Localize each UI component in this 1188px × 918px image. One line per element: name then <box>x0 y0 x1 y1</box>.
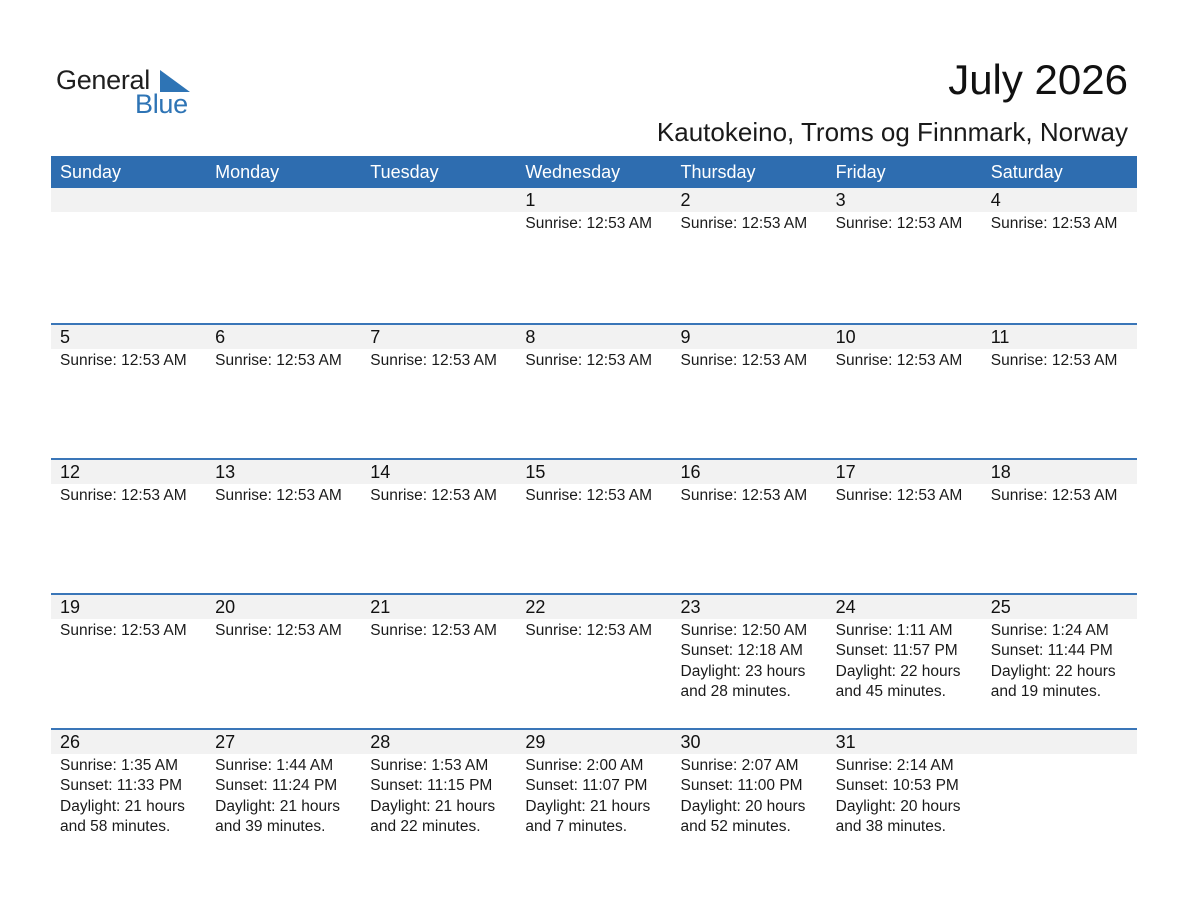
sun-info-line: Daylight: 20 hours <box>835 797 961 815</box>
logo-text-general: General <box>56 65 150 95</box>
week-row <box>51 188 1137 323</box>
sun-info <box>516 619 671 641</box>
sun-info-line: Sunrise: 12:53 AM <box>680 215 808 232</box>
sun-info-line: Sunrise: 12:53 AM <box>835 487 963 504</box>
week-row <box>51 728 1137 863</box>
day-number: 9 <box>680 327 691 347</box>
day-cell-19 <box>51 595 206 728</box>
sun-info <box>361 619 516 641</box>
day-cell-3 <box>827 188 982 323</box>
sun-info <box>982 212 1137 234</box>
sun-info-line: Sunset: 11:07 PM <box>525 777 648 795</box>
day-number-band <box>51 460 206 484</box>
day-number-band <box>827 460 982 484</box>
day-cell-24 <box>827 595 982 728</box>
day-number: 27 <box>215 732 236 752</box>
weekday-header <box>51 156 1137 188</box>
day-number: 4 <box>990 190 1001 210</box>
sun-info-line: Sunrise: 12:53 AM <box>525 352 653 369</box>
day-number-band <box>982 188 1137 212</box>
sun-info-line: Sunrise: 1:24 AM <box>990 622 1109 639</box>
sun-info <box>51 754 206 837</box>
sun-info-line: Daylight: 21 hours <box>215 797 341 815</box>
sun-info-line: and 52 minutes. <box>680 817 791 835</box>
sun-info <box>361 754 516 837</box>
sun-info <box>206 349 361 371</box>
sun-info <box>827 212 982 234</box>
sun-info-line: Sunset: 11:24 PM <box>215 777 338 795</box>
day-number-band <box>516 460 671 484</box>
day-number-band <box>672 325 827 349</box>
logo-text-blue: Blue <box>135 89 188 119</box>
weekday-thursday: Thursday <box>680 162 756 182</box>
sun-info <box>206 754 361 837</box>
day-number-band <box>516 730 671 754</box>
day-cell-27 <box>206 730 361 863</box>
day-cell-18 <box>982 460 1137 593</box>
day-number-band <box>361 188 516 212</box>
day-number-band <box>672 730 827 754</box>
sun-info-line: Sunrise: 12:53 AM <box>525 487 653 504</box>
sun-info-line: Sunrise: 12:53 AM <box>370 487 497 504</box>
sun-info <box>672 619 827 702</box>
sun-info-line: Sunrise: 12:53 AM <box>60 487 187 504</box>
sun-info <box>206 619 361 641</box>
sun-info-line: Daylight: 20 hours <box>680 797 806 815</box>
day-cell-23 <box>672 595 827 728</box>
day-number: 7 <box>370 327 381 347</box>
sun-info-line: Sunrise: 12:53 AM <box>60 352 187 369</box>
sun-info <box>982 484 1137 506</box>
generalblue-logo <box>56 64 206 120</box>
day-number-band <box>206 188 361 212</box>
sun-info <box>206 484 361 506</box>
day-number: 30 <box>680 732 701 752</box>
weekday-monday: Monday <box>215 162 280 182</box>
day-cell-29 <box>516 730 671 863</box>
sun-info <box>51 619 206 641</box>
day-cell-20 <box>206 595 361 728</box>
day-number: 28 <box>370 732 391 752</box>
day-number: 15 <box>525 462 546 482</box>
sun-info <box>982 349 1137 371</box>
day-number-band <box>51 188 206 212</box>
day-cell-13 <box>206 460 361 593</box>
day-number-band <box>672 595 827 619</box>
day-number-band <box>51 730 206 754</box>
sun-info <box>827 484 982 506</box>
sun-info-line: Sunrise: 12:53 AM <box>215 487 342 504</box>
sun-info <box>516 349 671 371</box>
sun-info <box>51 349 206 371</box>
sun-info <box>516 754 671 837</box>
sun-info <box>827 349 982 371</box>
day-number: 18 <box>990 462 1011 482</box>
sun-info <box>672 754 827 837</box>
day-number: 16 <box>680 462 701 482</box>
sun-info-line: Sunrise: 1:53 AM <box>370 757 489 774</box>
day-number-band <box>206 595 361 619</box>
sun-info-line: Sunrise: 12:53 AM <box>680 487 808 504</box>
sun-info <box>672 484 827 506</box>
sun-info-line: and 28 minutes. <box>680 682 791 700</box>
sun-info-line: and 58 minutes. <box>60 817 171 835</box>
day-cell-28 <box>361 730 516 863</box>
empty-day-cell <box>206 188 361 323</box>
sun-info-line: Daylight: 21 hours <box>525 797 651 815</box>
sun-info-line: Sunrise: 12:53 AM <box>370 352 497 369</box>
sun-info-line: Sunset: 11:00 PM <box>680 777 803 795</box>
weekday-tuesday: Tuesday <box>370 162 439 182</box>
day-number-band <box>827 595 982 619</box>
empty-day-cell <box>982 730 1137 863</box>
day-cell-2 <box>672 188 827 323</box>
day-cell-7 <box>361 325 516 458</box>
sun-info-line: Sunrise: 12:53 AM <box>525 622 653 639</box>
sun-info-line: and 19 minutes. <box>990 682 1102 700</box>
calendar <box>51 156 1137 863</box>
day-number-band <box>982 325 1137 349</box>
day-number: 20 <box>215 597 236 617</box>
sun-info-line: Sunrise: 12:53 AM <box>990 352 1118 369</box>
week-row <box>51 323 1137 458</box>
day-number: 11 <box>990 327 1010 347</box>
sun-info-line: Sunset: 11:57 PM <box>835 642 958 660</box>
day-number-band <box>827 325 982 349</box>
day-number: 6 <box>215 327 226 347</box>
day-number-band <box>206 460 361 484</box>
sun-info <box>827 619 982 702</box>
day-number: 10 <box>835 327 856 347</box>
day-number: 29 <box>525 732 546 752</box>
sun-info <box>982 754 1137 756</box>
sun-info-line: Sunrise: 12:53 AM <box>835 215 963 232</box>
sun-info <box>516 484 671 506</box>
sun-info-line: Daylight: 21 hours <box>60 797 185 815</box>
day-cell-21 <box>361 595 516 728</box>
sun-info-line: Sunset: 12:18 AM <box>680 642 803 660</box>
sun-info-line: Sunset: 11:15 PM <box>370 777 493 795</box>
sun-info-line: and 22 minutes. <box>370 817 481 835</box>
day-cell-12 <box>51 460 206 593</box>
sun-info-line: Sunrise: 12:53 AM <box>215 352 342 369</box>
sun-info <box>361 212 516 214</box>
day-number-band <box>827 730 982 754</box>
week-row <box>51 458 1137 593</box>
day-number: 3 <box>835 190 846 210</box>
day-cell-26 <box>51 730 206 863</box>
day-number: 14 <box>370 462 391 482</box>
day-number-band <box>516 325 671 349</box>
day-cell-14 <box>361 460 516 593</box>
day-number-band <box>361 595 516 619</box>
location-subtitle: Kautokeino, Troms og Finnmark, Norway <box>656 117 1128 147</box>
day-number-band <box>827 188 982 212</box>
day-number: 12 <box>60 462 81 482</box>
day-cell-4 <box>982 188 1137 323</box>
sun-info-line: and 38 minutes. <box>835 817 946 835</box>
day-number-band <box>206 730 361 754</box>
day-number: 31 <box>835 732 856 752</box>
day-cell-1 <box>516 188 671 323</box>
day-number-band <box>361 730 516 754</box>
sun-info-line: Sunset: 10:53 PM <box>835 777 959 795</box>
sun-info-line: and 39 minutes. <box>215 817 326 835</box>
sun-info <box>51 212 206 214</box>
sun-info <box>361 349 516 371</box>
sun-info <box>206 212 361 214</box>
sun-info-line: Daylight: 21 hours <box>370 797 496 815</box>
day-cell-8 <box>516 325 671 458</box>
sun-info-line: Sunrise: 12:53 AM <box>60 622 187 639</box>
day-cell-25 <box>982 595 1137 728</box>
empty-day-cell <box>51 188 206 323</box>
day-number: 13 <box>215 462 236 482</box>
day-number: 19 <box>60 597 81 617</box>
sun-info-line: Sunrise: 12:50 AM <box>680 622 808 639</box>
sun-info <box>516 212 671 234</box>
day-number-band <box>982 730 1137 754</box>
sun-info-line: Sunrise: 2:07 AM <box>680 757 799 774</box>
day-number-band <box>51 325 206 349</box>
day-number: 26 <box>60 732 81 752</box>
day-cell-30 <box>672 730 827 863</box>
day-cell-31 <box>827 730 982 863</box>
sun-info-line: Sunset: 11:44 PM <box>990 642 1113 660</box>
day-number-band <box>982 460 1137 484</box>
sun-info <box>51 484 206 506</box>
day-number-band <box>516 595 671 619</box>
empty-day-cell <box>361 188 516 323</box>
sun-info-line: Sunrise: 1:11 AM <box>835 622 953 639</box>
day-cell-15 <box>516 460 671 593</box>
sun-info-line: Sunrise: 12:53 AM <box>835 352 963 369</box>
sun-info <box>672 349 827 371</box>
day-number: 1 <box>525 190 536 210</box>
day-cell-22 <box>516 595 671 728</box>
weekday-wednesday: Wednesday <box>525 162 621 182</box>
day-number: 21 <box>370 597 391 617</box>
day-cell-6 <box>206 325 361 458</box>
day-number-band <box>672 460 827 484</box>
day-number: 24 <box>835 597 856 617</box>
sun-info <box>982 619 1137 702</box>
weekday-friday: Friday <box>835 162 886 182</box>
day-cell-5 <box>51 325 206 458</box>
sun-info-line: Daylight: 23 hours <box>680 662 806 680</box>
sun-info-line: Sunrise: 1:44 AM <box>215 757 334 774</box>
sun-info <box>361 484 516 506</box>
day-number: 25 <box>990 597 1011 617</box>
sun-info-line: Daylight: 22 hours <box>990 662 1116 680</box>
sun-info-line: and 45 minutes. <box>835 682 946 700</box>
day-number: 17 <box>835 462 856 482</box>
day-number-band <box>361 460 516 484</box>
day-number: 8 <box>525 327 536 347</box>
sun-info-line: Sunrise: 12:53 AM <box>525 215 653 232</box>
day-cell-16 <box>672 460 827 593</box>
sun-info-line: Sunrise: 12:53 AM <box>990 215 1118 232</box>
day-number-band <box>206 325 361 349</box>
day-number: 2 <box>680 190 691 210</box>
sun-info-line: Sunrise: 12:53 AM <box>990 487 1118 504</box>
day-number-band <box>516 188 671 212</box>
day-number-band <box>51 595 206 619</box>
day-cell-11 <box>982 325 1137 458</box>
day-cell-17 <box>827 460 982 593</box>
day-number-band <box>982 595 1137 619</box>
day-number: 5 <box>60 327 71 347</box>
day-number: 22 <box>525 597 546 617</box>
sun-info-line: Sunset: 11:33 PM <box>60 777 183 795</box>
calendar-weeks <box>51 188 1137 863</box>
sun-info <box>827 754 982 837</box>
sun-info <box>672 212 827 234</box>
day-cell-10 <box>827 325 982 458</box>
sun-info-line: and 7 minutes. <box>525 817 628 835</box>
sun-info-line: Sunrise: 2:00 AM <box>525 757 644 774</box>
day-cell-9 <box>672 325 827 458</box>
day-number: 23 <box>680 597 701 617</box>
sun-info-line: Sunrise: 1:35 AM <box>60 757 179 774</box>
day-number-band <box>672 188 827 212</box>
sun-info-line: Daylight: 22 hours <box>835 662 961 680</box>
week-row <box>51 593 1137 728</box>
weekday-saturday: Saturday <box>990 162 1063 182</box>
sun-info-line: Sunrise: 2:14 AM <box>835 757 954 774</box>
sun-info-line: Sunrise: 12:53 AM <box>680 352 808 369</box>
page-title: July 2026 <box>948 56 1128 103</box>
sun-info-line: Sunrise: 12:53 AM <box>215 622 342 639</box>
sun-info-line: Sunrise: 12:53 AM <box>370 622 497 639</box>
day-number-band <box>361 325 516 349</box>
weekday-sunday: Sunday <box>60 162 122 182</box>
